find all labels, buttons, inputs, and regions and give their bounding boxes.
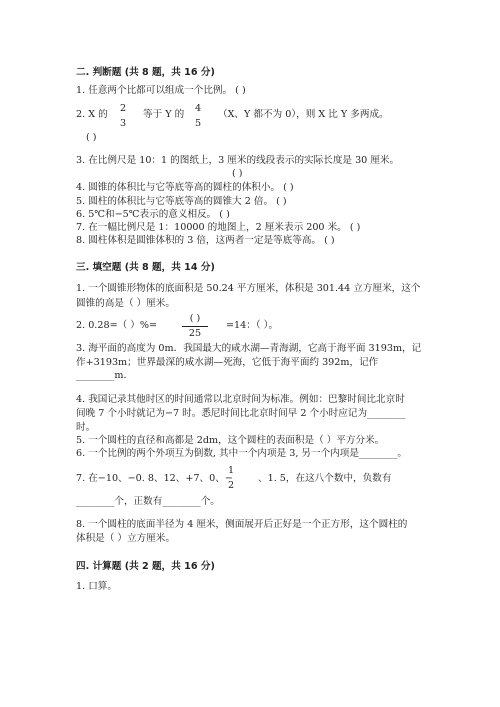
fill-q4-line1: 4. 我国记录其他时区的时间通常以北京时间为标准。例如：巴黎时间比北京时 [76, 394, 405, 405]
fraction-numerator: 1 [227, 465, 235, 476]
fill-q3-line2: 作+3193m；世界最深的咸水湖—死海，它低于海平面约 392m，记作 [76, 357, 379, 368]
fill-q2-part2: =14：（ ）。 [226, 320, 279, 331]
fill-q6: 6. 一个比例的两个外项互为倒数, 其中一个内项是 3, 另一个内项是________。 [76, 448, 407, 459]
judge-q5: 5. 圆柱的体积比与它等底等高的圆锥大 2 倍。 ( ) [76, 196, 287, 207]
fill-q3-line3: ________m． [76, 370, 134, 381]
fill-q4-line2: 间晚 7 个小时就记为−7 时。悉尼时间比北京时间早 2 个小时应记为________ [76, 408, 406, 419]
fraction-denominator: 3 [119, 118, 127, 129]
judge-q2-part3: （X、Y 都不为 0），则 X 比 Y 多两成。 [218, 109, 389, 120]
fraction-denominator: 25 [188, 328, 202, 339]
judge-q1: 1. 任意两个比都可以组成一个比例。 ( ) [76, 85, 246, 96]
judge-q2-part1: 2. X 的 [76, 109, 108, 120]
fill-q8-line1: 8. 一个圆柱的底面半径为 4 厘米，侧面展开后正好是一个正方形，这个圆柱的 [76, 519, 408, 530]
fill-q3-line1: 3. 海平面的高度为 0m．我国最大的咸水湖—青海湖，它高于海平面 3193m，记 [76, 343, 422, 354]
judge-q2-part2: 等于 Y 的 [143, 109, 185, 120]
fill-q1-line2: 圆锥的高是（ ）厘米。 [76, 298, 175, 309]
fraction-4-5 [192, 103, 204, 130]
fraction-numerator: 2 [119, 103, 127, 114]
fill-q5: 5. 一个圆柱的直径和高都是 2dm，这个圆柱的表面积是（ ）平方分米。 [76, 435, 385, 446]
judge-q4: 4. 圆锥的体积比与它等底等高的圆柱的体积小。 ( ) [76, 182, 294, 193]
fill-q2-part1: 2. 0.28=（ ）%= [76, 320, 157, 331]
fraction-denominator: 5 [194, 118, 202, 129]
fraction-2-3 [117, 103, 129, 130]
section-title-judge: 二. 判断题 (共 8 题，共 16 分) [76, 67, 215, 78]
fraction-blank-25 [182, 313, 208, 340]
fill-q4-line3: 时。 [76, 422, 96, 433]
fill-q7-part2: 、1. 5，在这八个数中，负数有 [258, 473, 392, 484]
fill-q7-part1: 7. 在−10、−0. 8、12、+7、0、− [76, 473, 233, 484]
fraction-numerator: 4 [194, 103, 202, 114]
fill-q8-line2: 体积是（ ）立方厘米。 [76, 533, 175, 544]
fraction-1-2 [225, 465, 237, 492]
section-title-calc: 四. 计算题 (共 2 题，共 16 分) [76, 561, 215, 572]
judge-q6: 6. 5℃和−5℃表示的意义相反。 ( ) [76, 209, 230, 220]
fill-q7-line2: ________个，正数有________个。 [76, 496, 220, 507]
fraction-numerator: ( ) [189, 313, 201, 324]
judge-q8: 8. 圆柱体积是圆锥体积的 3 倍，这两者一定是等底等高。 ( ) [76, 235, 335, 246]
judge-q7: 7. 在一幅比例尺是 1：10000 的地图上，2 厘米表示 200 米。 ( ) [76, 222, 361, 233]
fill-q1-line1: 1. 一个圆锥形物体的底面积是 50.24 平方厘米，体积是 301.44 立方厘米，这个 [76, 283, 421, 294]
section-title-fill: 三. 填空题 (共 8 题，共 14 分) [76, 262, 215, 273]
fraction-denominator: 2 [227, 480, 235, 491]
judge-q2-paren: ( ) [86, 132, 97, 143]
calc-q1: 1. 口算。 [76, 581, 117, 592]
judge-q3: 3. 在比例尺是 10：1 的图纸上，3 厘米的线段表示的实际长度是 30 厘米。 [76, 155, 400, 166]
judge-q3-paren: ( ) [232, 168, 243, 179]
